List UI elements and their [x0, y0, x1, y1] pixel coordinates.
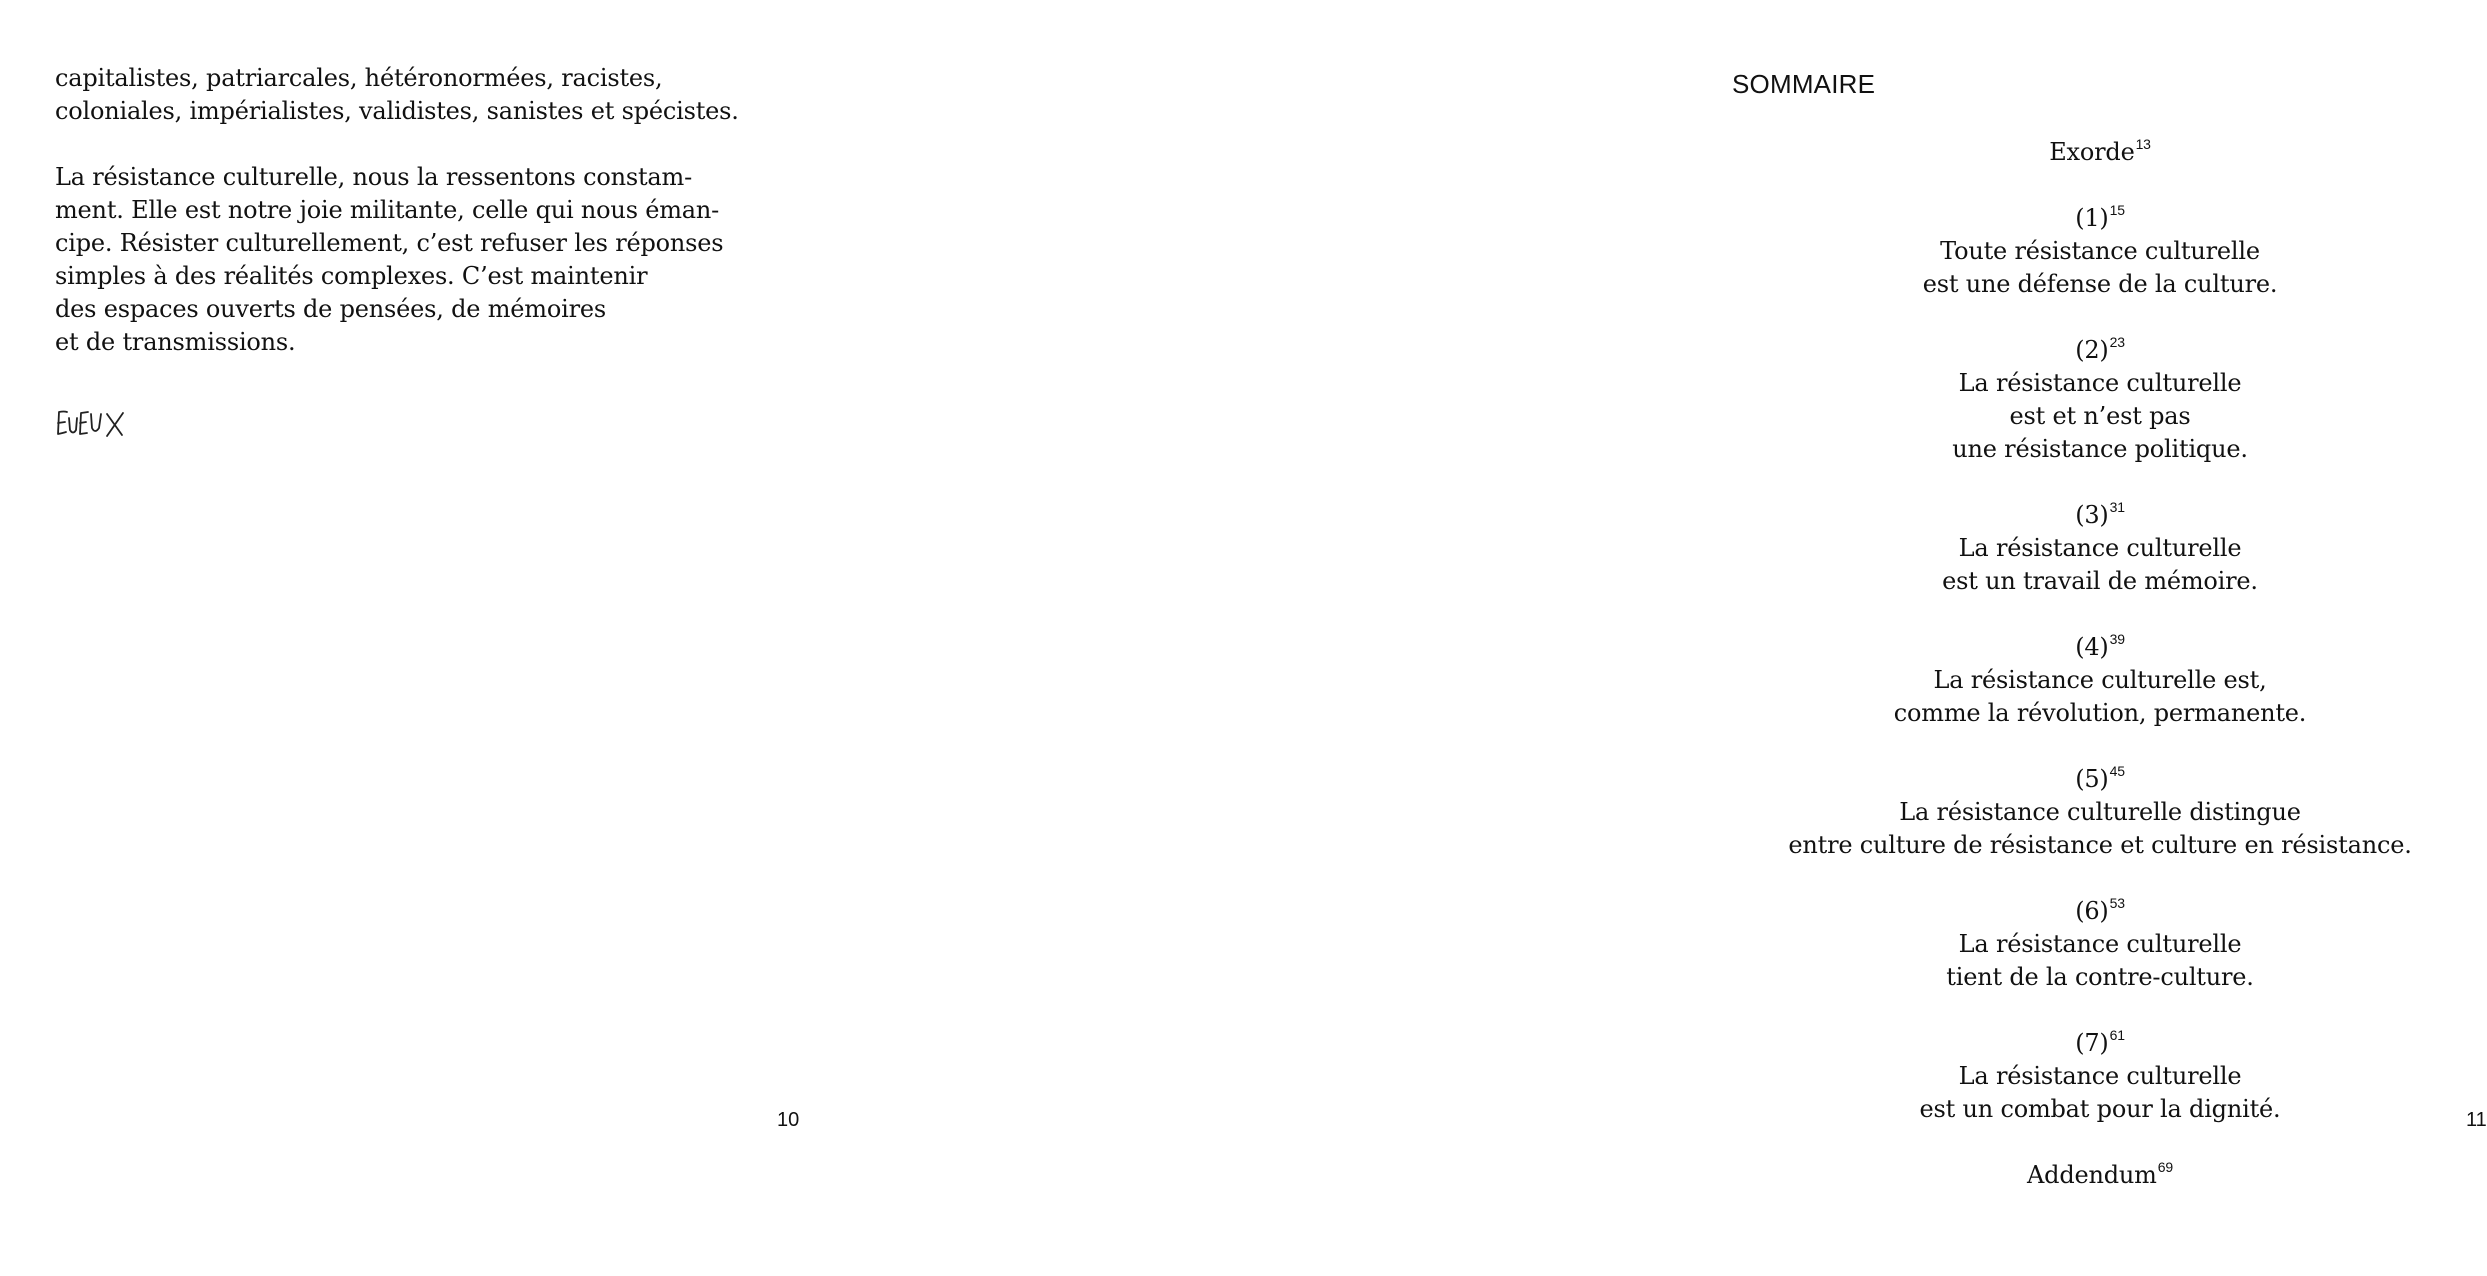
page-number: 10	[777, 1109, 800, 1131]
toc-entry-2	[1740, 334, 2460, 466]
toc-marker-text: (4)	[2075, 633, 2109, 661]
toc-line: La résistance culturelle est,	[1933, 666, 2267, 694]
toc-marker	[1740, 499, 2460, 532]
toc-marker	[1740, 136, 2460, 169]
toc-marker-text: (5)	[2075, 765, 2109, 793]
text-line: simples à des réalités complexes. C’est maintenir	[55, 262, 648, 290]
text-line: et de transmissions.	[55, 328, 296, 356]
toc-line: est une défense de la culture.	[1922, 270, 2278, 298]
toc-line: La résistance culturelle	[1958, 1062, 2242, 1090]
toc-marker-text: (1)	[2075, 204, 2109, 232]
toc-marker	[1740, 1027, 2460, 1060]
toc-line: est un travail de mémoire.	[1942, 567, 2258, 595]
toc-line: entre culture de résistance et culture en résistance.	[1788, 831, 2412, 859]
toc-line: Toute résistance culturelle	[1940, 237, 2260, 265]
toc-entry-4	[1740, 631, 2460, 730]
toc-entry-exorde	[1740, 136, 2460, 169]
toc-entry-6	[1740, 895, 2460, 994]
toc-page-reference: 45	[2109, 763, 2125, 779]
text-line: des espaces ouverts de pensées, de mémoires	[55, 295, 606, 323]
toc-line: comme la révolution, permanente.	[1893, 699, 2307, 727]
toc-entry-5	[1740, 763, 2460, 862]
toc-marker-text: (7)	[2075, 1029, 2109, 1057]
toc-line: La résistance culturelle	[1958, 369, 2242, 397]
toc-page-reference: 15	[2109, 202, 2125, 218]
toc-marker-text: (2)	[2075, 336, 2109, 364]
toc-page-reference: 61	[2109, 1027, 2125, 1043]
text-line: cipe. Résister culturellement, c’est refuser les réponses	[55, 229, 724, 257]
toc-marker-text: (6)	[2075, 897, 2109, 925]
toc-entry-3	[1740, 499, 2460, 598]
toc-line: tient de la contre-culture.	[1946, 963, 2254, 991]
text-line: La résistance culturelle, nous la ressentons constam-	[55, 163, 692, 191]
toc-page-reference: 69	[2157, 1159, 2173, 1175]
toc-page-reference: 53	[2109, 895, 2125, 911]
toc-line: La résistance culturelle distingue	[1899, 798, 2301, 826]
toc-entry-addendum	[1740, 1159, 2460, 1192]
right-page	[820, 0, 2487, 1189]
toc-line: La résistance culturelle	[1958, 534, 2242, 562]
toc-marker	[1740, 631, 2460, 664]
toc-marker	[1740, 334, 2460, 367]
paragraph	[55, 62, 815, 128]
toc-line: est et n’est pas	[2009, 402, 2191, 430]
handwritten-signature	[55, 404, 135, 440]
toc-entry-1	[1740, 202, 2460, 301]
toc-line: La résistance culturelle	[1958, 930, 2242, 958]
left-page	[0, 0, 800, 1156]
page-number: 11	[2466, 1109, 2487, 1131]
toc-marker	[1740, 202, 2460, 235]
text-line: coloniales, impérialistes, validistes, sanistes et spécistes.	[55, 97, 739, 125]
toc-page-reference: 13	[2135, 136, 2151, 152]
toc-entry-7	[1740, 1027, 2460, 1126]
table-of-contents	[1740, 136, 2460, 1192]
text-line: ment. Elle est notre joie militante, celle qui nous éman-	[55, 196, 720, 224]
toc-line: est un combat pour la dignité.	[1919, 1095, 2281, 1123]
toc-page-reference: 39	[2109, 631, 2125, 647]
body-text	[55, 62, 815, 392]
text-line: capitalistes, patriarcales, hétéronormées, racistes,	[55, 64, 663, 92]
toc-marker-text: (3)	[2075, 501, 2109, 529]
toc-line: une résistance politique.	[1952, 435, 2248, 463]
toc-marker	[1740, 1159, 2460, 1192]
toc-page-reference: 31	[2109, 499, 2125, 515]
toc-page-reference: 23	[2109, 334, 2125, 350]
contents-heading: SOMMAIRE	[1732, 69, 1876, 99]
paragraph	[55, 161, 815, 359]
toc-marker-text: Addendum	[2027, 1161, 2157, 1189]
toc-marker	[1740, 763, 2460, 796]
toc-marker-text: Exorde	[2049, 138, 2135, 166]
toc-marker	[1740, 895, 2460, 928]
